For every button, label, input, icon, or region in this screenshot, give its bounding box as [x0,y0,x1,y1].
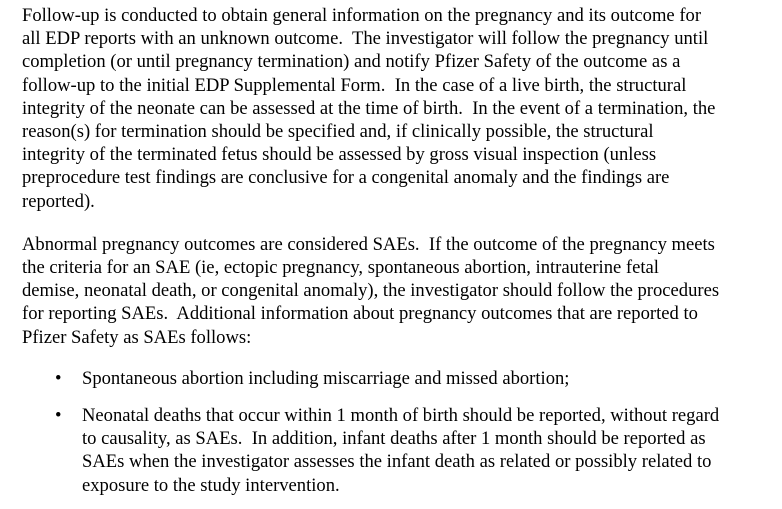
text-line: demise, neonatal death, or congenital anomaly), the investigator should follow the procedures [22,280,720,302]
paragraph-abnormal-outcomes [22,233,780,349]
text-line: Neonatal deaths that occur within 1 month of birth should be reported, without regard [82,405,720,427]
bullet-icon: • [55,367,62,389]
text-line: preprocedure test findings are conclusive for a congenital anomaly and the findings are [22,167,670,189]
text-line: for reporting SAEs. Additional information about pregnancy outcomes that are reported to [22,303,698,325]
text-line: the criteria for an SAE (ie, ectopic pregnancy, spontaneous abortion, intrauterine fetal [22,257,659,279]
text-line: reason(s) for termination should be specified and, if clinically possible, the structural [22,121,654,143]
text-line: completion (or until pregnancy termination) and notify Pfizer Safety of the outcome as a [22,51,681,73]
bullet-item-spontaneous-abortion [22,367,780,390]
text-line: exposure to the study intervention. [82,474,340,496]
document-body [22,4,780,497]
text-line: Spontaneous abortion including miscarriage and missed abortion; [82,367,570,389]
text-line: Pfizer Safety as SAEs follows: [22,326,252,348]
text-line: follow-up to the initial EDP Supplemental Form. In the case of a live birth, the structural [22,74,687,96]
text-line: all EDP reports with an unknown outcome. The investigator will follow the pregnancy until [22,28,709,50]
text-line: integrity of the neonate can be assessed at the time of birth. In the event of a termination, the [22,97,716,119]
paragraph-follow-up [22,4,780,213]
text-line: reported). [22,190,95,212]
text-line: to causality, as SAEs. In addition, infant deaths after 1 month should be reported as [82,428,706,450]
text-line: Follow-up is conducted to obtain general information on the pregnancy and its outcome for [22,5,702,26]
text-line: SAEs when the investigator assesses the infant death as related or possibly related to [82,451,712,473]
text-line: integrity of the terminated fetus should be assessed by gross visual inspection (unless [22,144,657,166]
bullet-list [22,367,780,497]
text-line: Abnormal pregnancy outcomes are considered SAEs. If the outcome of the pregnancy meets [22,233,715,255]
bullet-icon: • [55,405,62,427]
bullet-item-neonatal-deaths [22,404,780,497]
